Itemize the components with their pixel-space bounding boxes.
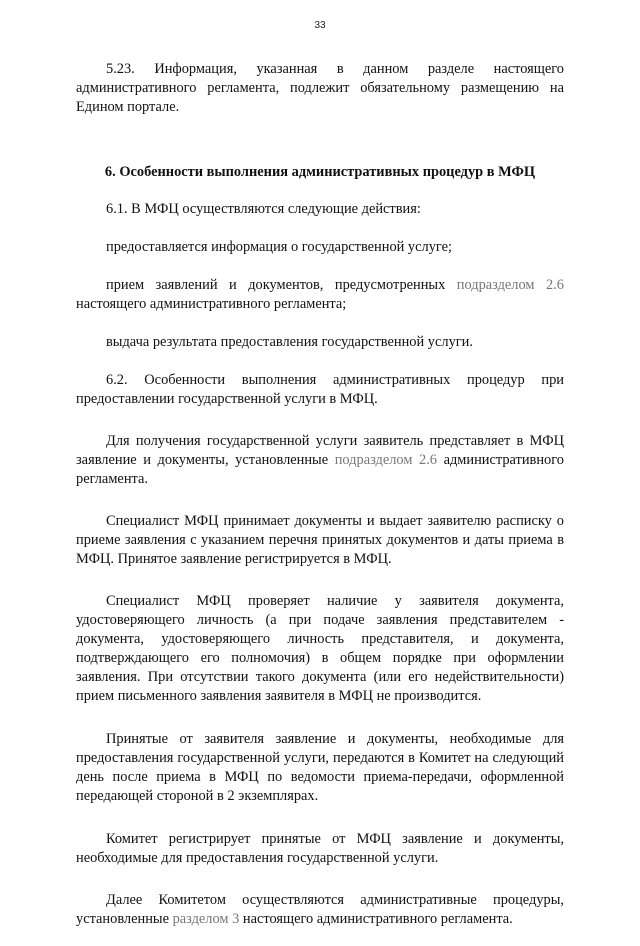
- paragraph-apply-text: Для получения государственной услуги заявитель представляет в МФЦ заявление и документы, установленные: [76, 433, 564, 468]
- section-heading: 6. Особенности выполнения административных процедур в МФЦ: [104, 164, 536, 180]
- paragraph-further-text: Далее Комитетом осуществляются административные процедуры, установленные: [76, 892, 564, 927]
- paragraph-register: Комитет регистрирует принятые от МФЦ заявление и документы, необходимые для предоставления государственной услуги.: [76, 831, 564, 866]
- document-body: [76, 60, 564, 946]
- paragraph-6-1: 6.1. В МФЦ осуществляются следующие действия:: [106, 201, 421, 217]
- list-item-applications: [76, 276, 564, 314]
- list-item-applications-text-end: настоящего административного регламента;: [76, 296, 347, 312]
- paragraph-further-text-end: настоящего административного регламента.: [239, 911, 513, 927]
- list-item-applications-text: прием заявлений и документов, предусмотренных: [106, 277, 457, 293]
- paragraph-further: [76, 891, 564, 929]
- paragraph-apply-text-end: административного регламента.: [76, 452, 564, 487]
- paragraph-apply: [76, 432, 564, 489]
- subsection-2-6-link[interactable]: подразделом 2.6: [456, 277, 564, 293]
- paragraph-receipt: Специалист МФЦ принимает документы и выдает заявителю расписку о приеме заявления с указанием перечня принятых документов и даты приема в МФЦ. Принятое заявление регистрируется в МФЦ.: [76, 513, 564, 567]
- section-3-link[interactable]: разделом 3: [172, 911, 240, 927]
- paragraph-6-2: 6.2. Особенности выполнения административных процедур при предоставлении государственной услуги в МФЦ.: [76, 372, 564, 407]
- list-item-information: предоставляется информация о государственной услуге;: [106, 239, 452, 255]
- subsection-2-6-link-2[interactable]: подразделом 2.6: [334, 452, 437, 468]
- paragraph-5-23: 5.23. Информация, указанная в данном разделе настоящего административного регламента, подлежит обязательному размещению на Едином портале.: [76, 61, 564, 115]
- page-number: 33: [314, 20, 326, 31]
- paragraph-transfer: Принятые от заявителя заявление и документы, необходимые для предоставления государственной услуги, передаются в Комитет на следующий день после приема в МФЦ по ведомости приема-передачи, оформленной передающей стороной в 2 экземплярах.: [76, 731, 564, 804]
- list-item-result: выдача результата предоставления государственной услуги.: [106, 334, 473, 350]
- paragraph-identity-check: Специалист МФЦ проверяет наличие у заявителя документа, удостоверяющего личность (а при подаче заявления представителем - документа, удостоверяющего личность представителя, и документа, подтверждающего его полномочия) в общем порядке при оформлении заявления. При отсутствии такого документа (или его недействительности) прием письменного заявления заявителя в МФЦ не производится.: [76, 593, 564, 704]
